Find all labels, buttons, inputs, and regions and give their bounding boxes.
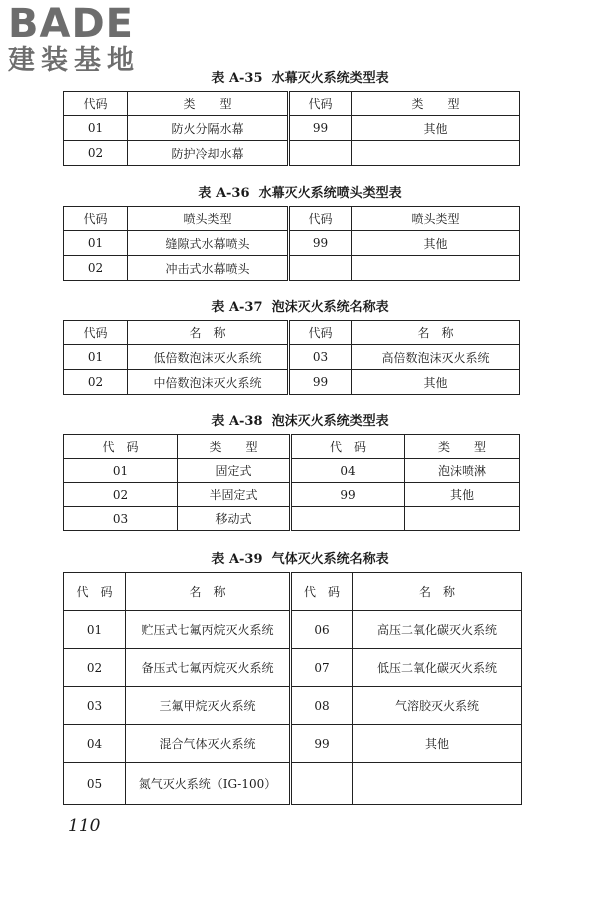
header-cell: 代码 [64,92,128,116]
table-row [64,725,522,763]
name-cell [353,763,522,805]
code-cell: 99 [289,231,352,256]
code-cell: 03 [64,507,178,531]
table-row [64,370,520,395]
type-cell: 半固定式 [178,483,291,507]
code-cell: 02 [64,370,128,395]
type-cell: 泡沫喷淋 [405,459,520,483]
table-a38 [63,434,520,531]
header-cell: 类 型 [178,435,291,459]
code-cell: 05 [64,763,126,805]
table-row [64,231,520,256]
name-cell: 其他 [352,370,520,395]
type-cell [352,141,520,166]
table-a36-caption: 表 A-36 水幕灭火系统喷头类型表 [198,186,402,201]
table-row [64,256,520,281]
table-a38-caption: 表 A-38 泡沫灭火系统类型表 [211,414,389,429]
header-cell: 类 型 [405,435,520,459]
table-row [64,649,522,687]
type-cell: 防火分隔水幕 [128,116,289,141]
brand-logo [8,2,178,76]
logo-brand-text: BADE [8,1,134,47]
type-cell: 缝隙式水幕喷头 [128,231,289,256]
code-cell: 02 [64,649,126,687]
code-cell: 02 [64,141,128,166]
code-cell: 99 [291,725,353,763]
type-cell: 防护冷却水幕 [128,141,289,166]
header-cell: 类 型 [128,92,289,116]
name-cell: 中倍数泡沫灭火系统 [128,370,289,395]
header-cell: 名 称 [352,321,520,345]
table-row [64,763,522,805]
type-cell [405,507,520,531]
type-cell [352,256,520,281]
table-a39 [63,572,522,805]
code-cell: 01 [64,116,128,141]
name-cell: 低压二氧化碳灭火系统 [353,649,522,687]
code-cell: 02 [64,256,128,281]
code-cell [291,507,405,531]
header-cell: 代码 [289,207,352,231]
code-cell [289,141,352,166]
code-cell: 01 [64,459,178,483]
code-cell: 01 [64,345,128,370]
code-cell: 06 [291,611,353,649]
code-cell: 04 [64,725,126,763]
header-cell: 代码 [289,321,352,345]
table-a37-caption: 表 A-37 泡沫灭火系统名称表 [211,300,389,315]
table-row [64,459,520,483]
code-cell: 99 [289,370,352,395]
name-cell: 三氟甲烷灭火系统 [126,687,291,725]
table-row [64,483,520,507]
header-cell: 名 称 [128,321,289,345]
table-row [64,611,522,649]
header-cell: 名 称 [126,573,291,611]
code-cell [289,256,352,281]
table-row [64,345,520,370]
table-header-row [64,207,520,231]
table-a39-caption: 表 A-39 气体灭火系统名称表 [211,552,389,567]
name-cell: 其他 [353,725,522,763]
name-cell: 气溶胶灭火系统 [353,687,522,725]
table-row [64,116,520,141]
table-a36 [63,206,520,281]
code-cell: 08 [291,687,353,725]
code-cell: 99 [291,483,405,507]
table-row [64,687,522,725]
header-cell: 喷头类型 [352,207,520,231]
code-cell: 03 [289,345,352,370]
table-a37 [63,320,520,395]
table-header-row [64,573,522,611]
header-cell: 名 称 [353,573,522,611]
header-cell: 代 码 [291,435,405,459]
name-cell: 备压式七氟丙烷灭火系统 [126,649,291,687]
header-cell: 代 码 [64,573,126,611]
header-cell: 喷头类型 [128,207,289,231]
table-row [64,507,520,531]
logo-subtitle-text: 建装基地 [8,45,140,76]
table-header-row [64,435,520,459]
header-cell: 代码 [289,92,352,116]
name-cell: 贮压式七氟丙烷灭火系统 [126,611,291,649]
code-cell: 02 [64,483,178,507]
name-cell: 混合气体灭火系统 [126,725,291,763]
table-header-row [64,92,520,116]
code-cell: 03 [64,687,126,725]
table-a35 [63,91,520,166]
code-cell: 07 [291,649,353,687]
code-cell: 04 [291,459,405,483]
type-cell: 其他 [405,483,520,507]
type-cell: 其他 [352,116,520,141]
header-cell: 类 型 [352,92,520,116]
page-number: 110 [68,816,101,836]
type-cell: 移动式 [178,507,291,531]
table-row [64,141,520,166]
name-cell: 高压二氧化碳灭火系统 [353,611,522,649]
table-header-row [64,321,520,345]
code-cell: 01 [64,231,128,256]
type-cell: 固定式 [178,459,291,483]
header-cell: 代码 [64,207,128,231]
code-cell: 99 [289,116,352,141]
type-cell: 其他 [352,231,520,256]
code-cell: 01 [64,611,126,649]
table-a35-caption: 表 A-35 水幕灭火系统类型表 [211,71,389,86]
name-cell: 氮气灭火系统（IG-100） [126,763,291,805]
header-cell: 代码 [64,321,128,345]
header-cell: 代 码 [291,573,353,611]
type-cell: 冲击式水幕喷头 [128,256,289,281]
header-cell: 代 码 [64,435,178,459]
name-cell: 高倍数泡沫灭火系统 [352,345,520,370]
code-cell [291,763,353,805]
name-cell: 低倍数泡沫灭火系统 [128,345,289,370]
